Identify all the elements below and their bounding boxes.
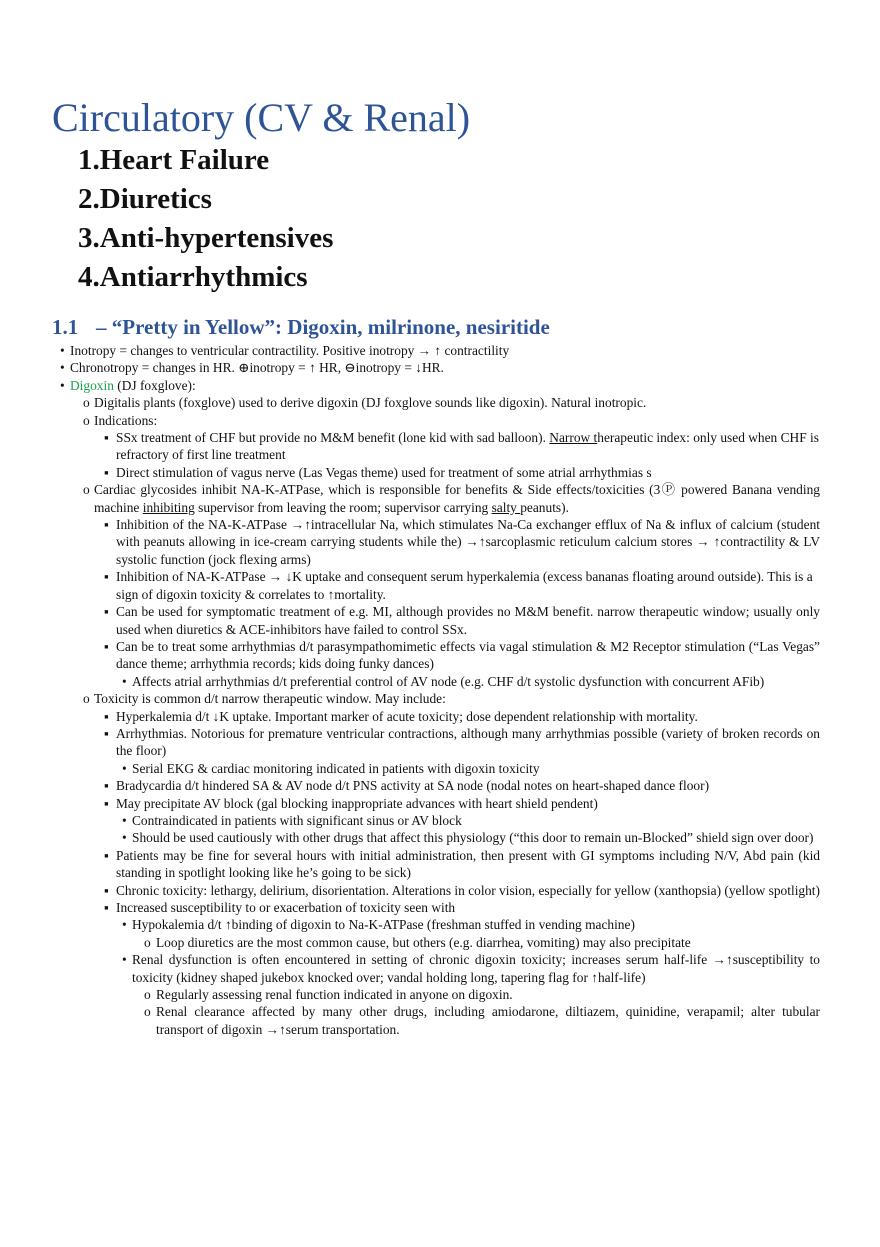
list-item (60, 1003, 820, 1038)
list-item (60, 934, 820, 951)
item-text: Can be used for symptomatic treatment of e.g. MI, although provides no M&M benefit. narrow therapeutic window; usually only used when diuretics & ACE-inhibitors have failed to control SSx. (116, 604, 820, 637)
bullet: • (122, 952, 127, 968)
bullet: • (60, 360, 65, 376)
item-text: Inotropy = changes to ventricular contractility. Positive inotropy → ↑ contractility (70, 343, 510, 358)
item-text: Arrhythmias. Notorious for premature ventricular contractions, although many arrhythmias possible (variety of broken records on the floor) (116, 725, 820, 759)
item-text: Regularly assessing renal function indicated in anyone on digoxin. (156, 987, 513, 1003)
bullet: o (144, 934, 151, 950)
list-item (60, 708, 820, 725)
table-of-contents (78, 141, 333, 297)
section-title: – “Pretty in Yellow”: Digoxin, milrinone, nesiritide (96, 315, 550, 339)
list-item (60, 951, 820, 986)
toc-item: 1.Heart Failure (78, 144, 270, 176)
item-text: Inhibition of the NA-K-ATPase →↑intracellular Na, which stimulates Na-Ca exchanger efflux of Na & influx of calcium (student with peanuts allowing in ice-cream carrying students while the) →↑sarcoplasmic reticulum calcium stores → ↑contractility & LV systolic function (jock flexing arms) (116, 517, 820, 567)
list-item (60, 568, 820, 603)
bullet: • (122, 760, 127, 776)
text-run: SSx treatment of CHF but provide no M&M benefit (lone kid with sad balloon). (116, 430, 550, 446)
list-item (60, 481, 820, 516)
bullet: o (83, 482, 90, 498)
bullet: ▪ (104, 725, 109, 741)
list-item (60, 412, 820, 429)
bullet: o (83, 395, 90, 411)
item-text: Increased susceptibility to or exacerbation of toxicity seen with (116, 900, 456, 915)
item-text: Renal dysfunction is often encountered in setting of chronic digoxin toxicity; increases serum half-life →↑susceptibility to toxicity (kidney shaped jukebox knocked over; vandal holding long, tapering flag for ↑half-life) (132, 952, 820, 985)
item-text: Hypokalemia d/t ↑binding of digoxin to Na-K-ATPase (freshman stuffed in vending machine) (132, 917, 635, 933)
bullet: ▪ (104, 795, 109, 811)
text-run: supervisor from leaving the room; supervisor carrying (194, 499, 492, 515)
list-item (60, 777, 820, 794)
list-item (60, 342, 820, 359)
list-item (60, 359, 820, 376)
text-run: Cardiac glycosides inhibit NA-K-ATPase, which is responsible for benefits & Side effects/toxicities (3Ⓟ powered Banana vending machine (94, 482, 820, 515)
list-item (60, 394, 820, 411)
list-item (60, 690, 820, 707)
bullet: o (83, 691, 90, 707)
bullet: ▪ (104, 778, 109, 794)
list-item (60, 812, 820, 829)
section-number: 1.1 (52, 315, 79, 339)
underlined-text: inhibiting (142, 499, 195, 515)
page-title: Circulatory (CV & Renal) (52, 95, 471, 140)
bullet: ▪ (104, 517, 109, 533)
bullet: ▪ (104, 900, 109, 915)
item-text: Affects atrial arrhythmias d/t preferential control of AV node (e.g. CHF d/t systolic dysfunction with concurrent AFib) (132, 673, 765, 689)
item-text (70, 377, 820, 394)
bullet: • (122, 673, 127, 689)
bullet: • (122, 917, 127, 933)
item-text (94, 481, 820, 516)
digoxin-term: Digoxin (70, 377, 114, 393)
item-text-rest: (DJ foxglove): (113, 377, 196, 393)
bullet: ▪ (104, 430, 109, 446)
toc-item: 4.Antiarrhythmics (78, 261, 308, 293)
list-item (60, 829, 820, 846)
item-text: May precipitate AV block (gal blocking inappropriate advances with heart shield pendent) (116, 795, 598, 811)
item-text: Chronotropy = changes in HR. ⊕inotropy = ↑ HR, ⊖inotropy = ↓HR. (70, 360, 444, 376)
list-item (60, 638, 820, 673)
item-text: Renal clearance affected by many other drugs, including amiodarone, diltiazem, quinidine, verapamil; alter tubular transport of digoxin →↑serum transportation. (156, 1004, 820, 1037)
text-run: peanuts). (520, 499, 569, 515)
toc-item: 3.Anti-hypertensives (78, 222, 334, 254)
bullet: • (122, 812, 127, 828)
bullet: • (60, 343, 65, 358)
item-text: Serial EKG & cardiac monitoring indicated in patients with digoxin toxicity (132, 760, 540, 776)
item-text: Direct stimulation of vagus nerve (Las Vegas theme) used for treatment of some atrial arrhythmias s (116, 464, 652, 480)
item-text: Patients may be fine for several hours with initial administration, then present with GI symptoms including N/V, Abd pain (kid standing in spotlight looking like he’s going to be sick) (116, 847, 820, 881)
bullet: ▪ (104, 882, 109, 898)
item-text: Should be used cautiously with other drugs that affect this physiology (“this door to remain un-Blocked” shield sign over door) (132, 830, 814, 846)
list-item (60, 882, 820, 899)
bullet: o (144, 1004, 151, 1020)
bullet: • (122, 830, 127, 846)
list-item (60, 429, 820, 464)
bullet: o (144, 987, 151, 1003)
bullet: ▪ (104, 638, 109, 654)
section-heading (52, 313, 550, 341)
underlined-text: Narrow t (549, 430, 598, 446)
item-text: Hyperkalemia d/t ↓K uptake. Important marker of acute toxicity; dose dependent relationship with mortality. (116, 708, 698, 724)
list-item (60, 847, 820, 882)
item-text: Toxicity is common d/t narrow therapeutic window. May include: (94, 691, 446, 707)
list-item (60, 377, 820, 394)
bullet: o (83, 412, 90, 428)
bullet: ▪ (104, 847, 109, 863)
list-item (60, 464, 820, 481)
list-item (60, 899, 820, 916)
list-item (60, 986, 820, 1003)
item-text (116, 429, 820, 464)
list-item (60, 516, 820, 568)
item-text: Bradycardia d/t hindered SA & AV node d/t PNS activity at SA node (nodal notes on heart-shaped dance floor) (116, 778, 710, 794)
item-text: Inhibition of NA-K-ATPase → ↓K uptake and consequent serum hyperkalemia (excess bananas floating around outside). This is a sign of digoxin toxicity & correlates to ↑mortality. (116, 569, 813, 602)
toc-item: 2.Diuretics (78, 183, 212, 215)
bullet: ▪ (104, 604, 109, 620)
list-item (60, 760, 820, 777)
text-run: herapeutic index: only used when CHF is refractory of first line treatment (116, 430, 819, 463)
bullet: • (60, 377, 65, 393)
list-item (60, 916, 820, 933)
list-item (60, 795, 820, 812)
notes-body (60, 342, 820, 1038)
item-text: Digitalis plants (foxglove) used to derive digoxin (DJ foxglove sounds like digoxin). Natural inotropic. (94, 395, 647, 411)
item-text: Loop diuretics are the most common cause, but others (e.g. diarrhea, vomiting) may also precipitate (156, 934, 691, 950)
list-item (60, 673, 820, 690)
item-text: Indications: (94, 412, 158, 428)
item-text: Can be to treat some arrhythmias d/t parasympathomimetic effects via vagal stimulation & M2 Receptor stimulation (“Las Vegas” dance theme; arrhythmia records; kids doing funky dances) (116, 638, 820, 672)
bullet: ▪ (104, 708, 109, 724)
bullet: ▪ (104, 464, 109, 480)
item-text: Contraindicated in patients with significant sinus or AV block (132, 812, 462, 828)
bullet: ▪ (104, 569, 109, 585)
list-item (60, 725, 820, 760)
underlined-text: salty (491, 499, 521, 515)
item-text: Chronic toxicity: lethargy, delirium, disorientation. Alterations in color vision, especially for yellow (xanthopsia) (yellow spotlight) (116, 882, 820, 898)
list-item (60, 603, 820, 638)
